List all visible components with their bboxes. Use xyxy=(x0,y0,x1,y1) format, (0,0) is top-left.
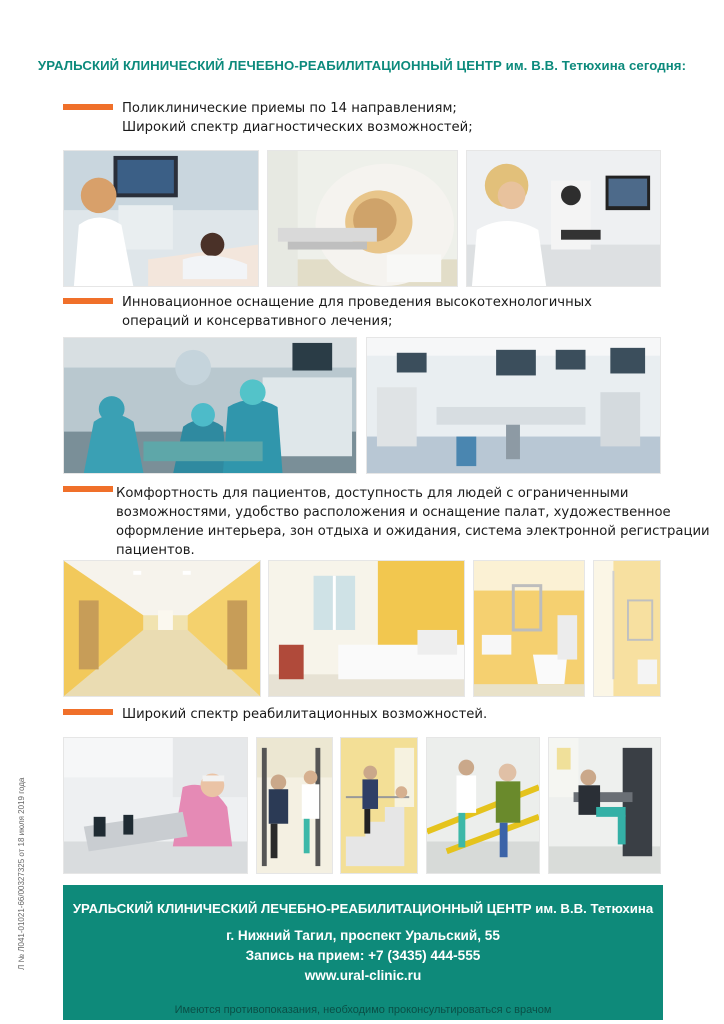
footer-website: www.ural-clinic.ru xyxy=(304,968,422,983)
page-title: УРАЛЬСКИЙ КЛИНИЧЕСКИЙ ЛЕЧЕБНО-РЕАБИЛИТАЦИОННЫЙ ЦЕНТР им. В.В. Тетюхина сегодня: xyxy=(37,58,687,73)
footer-title: УРАЛЬСКИЙ КЛИНИЧЕСКИЙ ЛЕЧЕБНО-РЕАБИЛИТАЦИОННЫЙ ЦЕНТР им. В.В. Тетюхина xyxy=(72,901,654,916)
gait-trainer-photo xyxy=(256,737,333,874)
footer-contact-block xyxy=(63,885,663,1020)
mri-scanner-photo xyxy=(267,150,458,287)
exercise-machine-photo xyxy=(548,737,661,874)
hospital-ward-photo xyxy=(268,560,465,697)
parallel-bars-photo xyxy=(426,737,540,874)
shower-room-photo xyxy=(593,560,661,697)
footer-phone: Запись на прием: +7 (3435) 444-555 xyxy=(245,948,481,963)
footer-address: г. Нижний Тагил, проспект Уральский, 55 xyxy=(226,928,500,943)
microscope-lab-photo xyxy=(466,150,661,287)
therapy-stairs-photo xyxy=(340,737,418,874)
license-text: Л № Л041-01021-66/00327325 от 18 июля 2019 года xyxy=(17,777,26,970)
section-marker xyxy=(63,709,113,715)
section-2-text: Инновационное оснащение для проведения высокотехнологичных операций и консервативного лечения; xyxy=(122,295,592,329)
clinic-corridor-photo xyxy=(63,560,261,697)
section-1-text: Поликлинические приемы по 14 направлениям; Широкий спектр диагностических возможностей; xyxy=(122,101,473,135)
section-4-text: Широкий спектр реабилитационных возможностей. xyxy=(122,707,488,722)
section-marker xyxy=(63,104,113,110)
section-marker xyxy=(63,486,113,492)
surgery-team-photo xyxy=(63,337,357,474)
leg-therapy-photo xyxy=(63,737,248,874)
bathroom-photo xyxy=(473,560,585,697)
section-marker xyxy=(63,298,113,304)
section-3-text: Комфортность для пациентов, доступность для людей с ограниченными возможностями, удобство расположения и оснащение палат, художественное оформление интерьера, зон отдыха и ожидания, система электронной регистрации пациентов. xyxy=(116,486,710,558)
operating-room-photo xyxy=(366,337,661,474)
footer-disclaimer: Имеются противопоказания, необходимо проконсультироваться с врачом xyxy=(174,1004,552,1016)
ultrasound-exam-photo xyxy=(63,150,259,287)
